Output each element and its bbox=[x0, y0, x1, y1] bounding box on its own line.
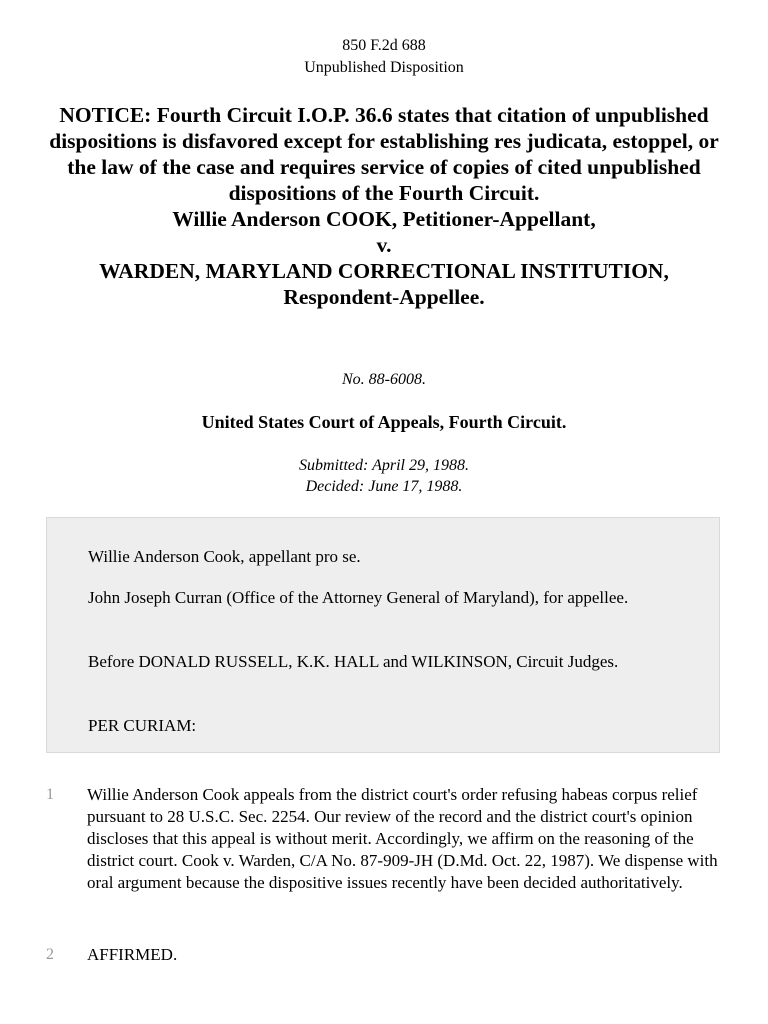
reporter-citation: 850 F.2d 688 bbox=[342, 37, 426, 54]
counsel-box bbox=[46, 517, 720, 753]
appellee-counsel: John Joseph Curran (Office of the Attorney General of Maryland), for appellee. bbox=[88, 588, 629, 607]
appellant-counsel: Willie Anderson Cook, appellant pro se. bbox=[88, 547, 361, 566]
appellee-role: Respondent-Appellee. bbox=[283, 285, 485, 309]
decided-date: Decided: June 17, 1988. bbox=[305, 478, 463, 495]
disposition-label: Unpublished Disposition bbox=[304, 59, 464, 76]
case-number: No. 88-6008. bbox=[342, 371, 426, 388]
per-curiam-label: PER CURIAM: bbox=[88, 716, 197, 735]
paragraph-text: AFFIRMED. bbox=[87, 945, 178, 964]
paragraph-number: 2 bbox=[46, 946, 54, 963]
case-title-block bbox=[40, 102, 728, 310]
court-name: United States Court of Appeals, Fourth Circuit. bbox=[201, 412, 567, 432]
case-dates bbox=[0, 455, 768, 497]
paragraph-text: Willie Anderson Cook appeals from the district court's order refusing habeas corpus relief pursuant to 28 U.S.C. Sec. 2254. Our review of the record and the district court's opinion discloses that this appeal is without merit. Accordingly, we affirm on the reasoning of the district court. Cook v. Warden, C/A No. 87-909-JH (D.Md. Oct. 22, 1987). We dispense with oral argument because the dispositive issues recently have been decided authoritatively. bbox=[87, 785, 718, 892]
judges-panel: Before DONALD RUSSELL, K.K. HALL and WILKINSON, Circuit Judges. bbox=[88, 652, 619, 671]
versus-label: v. bbox=[376, 233, 392, 257]
paragraph-number: 1 bbox=[46, 786, 54, 803]
appellant-name: Willie Anderson COOK, Petitioner-Appellant, bbox=[172, 207, 596, 231]
appellee-name: WARDEN, MARYLAND CORRECTIONAL INSTITUTION, bbox=[99, 259, 669, 283]
submitted-date: Submitted: April 29, 1988. bbox=[299, 457, 469, 474]
notice-text: NOTICE: Fourth Circuit I.O.P. 36.6 states that citation of unpublished dispositions is disfavored except for establishing res judicata, estoppel, or the law of the case and requires service of copies of cited unpublished dispositions of the Fourth Circuit. bbox=[49, 103, 719, 205]
citation-header bbox=[0, 35, 768, 79]
